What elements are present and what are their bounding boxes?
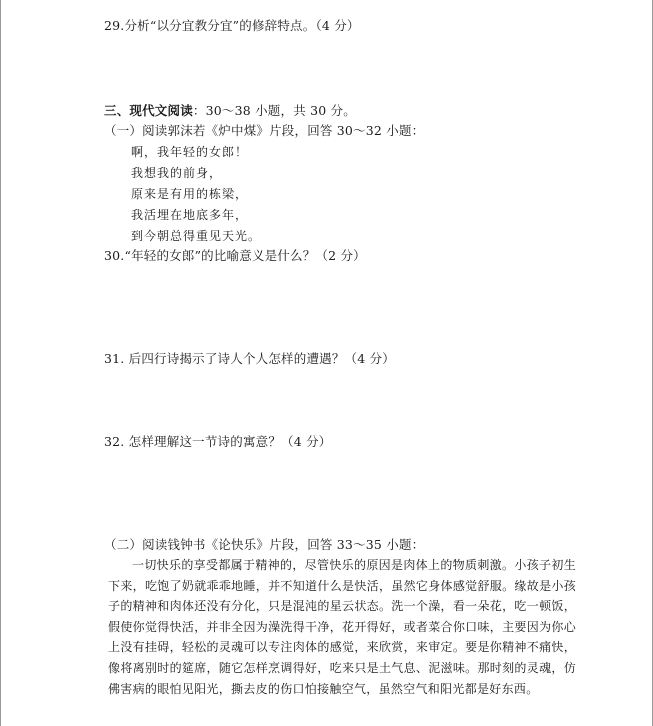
section-3-title: 三、现代文阅读 bbox=[104, 103, 193, 118]
poem-line: 原来是有用的栋梁， bbox=[131, 187, 249, 201]
part-1-intro: （一）阅读郭沫若《炉中煤》片段，回答 30～32 小题： bbox=[104, 123, 425, 138]
poem-line: 我想我的前身， bbox=[131, 166, 223, 180]
section-3-note: ：30～38 小题，共 30 分。 bbox=[192, 103, 356, 118]
question-32: 32. 怎样理解这一节诗的寓意？（4 分） bbox=[104, 434, 332, 449]
poem-line: 我活埋在地底多年， bbox=[131, 208, 249, 222]
question-31: 31. 后四行诗揭示了诗人个人怎样的遭遇？（4 分） bbox=[104, 351, 395, 366]
poem-line: 啊，我年轻的女郎！ bbox=[131, 145, 249, 159]
question-30: 30.“年轻的女郎”的比喻意义是什么？（2 分） bbox=[104, 248, 366, 263]
section-3-heading bbox=[104, 103, 356, 119]
poem-line: 到今朝总得重见天光。 bbox=[131, 229, 262, 243]
part-2-intro: （二）阅读钱钟书《论快乐》片段，回答 33～35 小题： bbox=[104, 537, 425, 552]
question-29: 29.分析“以分宜教分宜”的修辞特点。（4 分） bbox=[104, 18, 360, 33]
passage-paragraph: 一切快乐的享受都属于精神的，尽管快乐的原因是肉体上的物质刺激。小孩子初生下来，吃饱了奶就乖乖地睡，并不知道什么是快活，虽然它身体感觉舒服。缘故是小孩子的精神和肉体还没有分化，只是混沌的星云状态。洗一个澡，看一朵花，吃一顿饭，假使你觉得快活，并非全因为澡洗得干净，花开得好，或者菜合你口味，主要因为你心上没有挂碍，轻松的灵魂可以专注肉体的感觉，来欣赏，来审定。要是你精神不痛快，像将离别时的筵席，随它怎样烹调得好，吃来只是土气息、泥滋味。那时刻的灵魂，仿佛害病的眼怕见阳光，撕去皮的伤口怕接触空气，虽然空气和阳光都是好东西。 bbox=[108, 558, 576, 696]
